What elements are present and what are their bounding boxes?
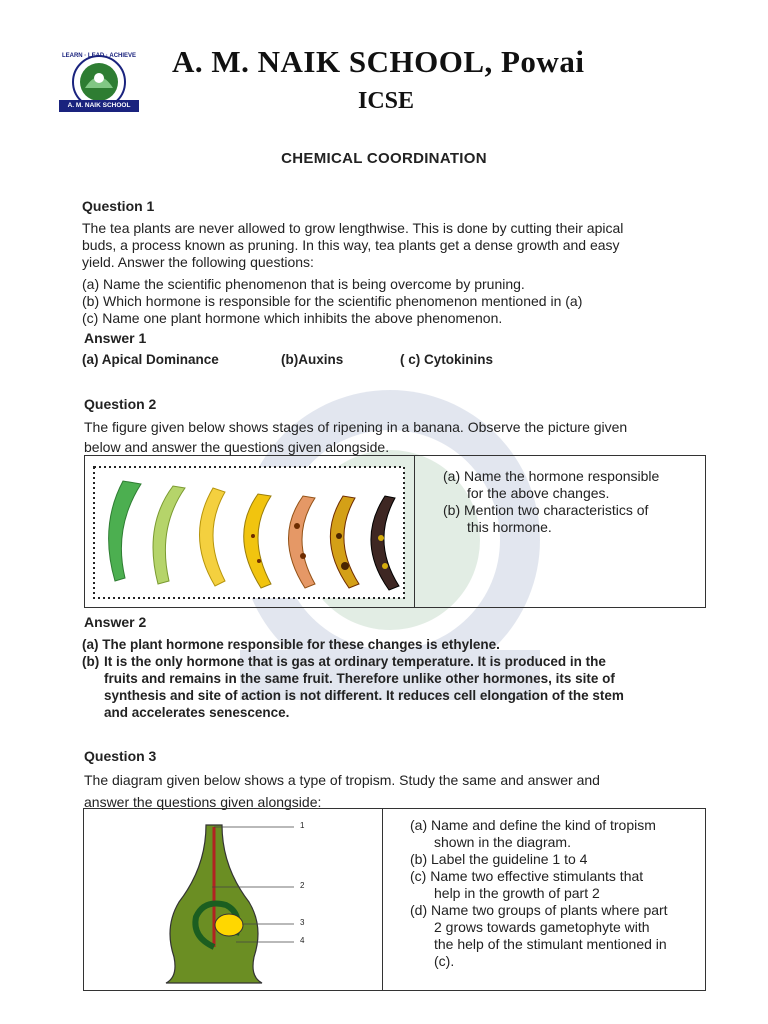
question-2-table (84, 455, 706, 608)
answer-1-a: (a) Apical Dominance (82, 352, 219, 367)
question-3-table (83, 808, 706, 991)
pollen-tube-diagram (154, 817, 384, 987)
answer-1-c: ( c) Cytokinins (400, 352, 494, 367)
answer-2-b-line: synthesis and site of action is not different. It reduces cell elongation of the stem (104, 688, 624, 703)
question-3-part-d-cont: the help of the stimulant mentioned in (434, 936, 667, 952)
question-2-heading: Question 2 (84, 396, 157, 412)
table-divider (414, 456, 415, 607)
answer-2-b-line: fruits and remains in the same fruit. Therefore unlike other hormones, its site of (104, 671, 615, 686)
question-1-part-c: (c) Name one plant hormone which inhibits the above phenomenon. (82, 310, 503, 326)
question-2-line: The figure given below shows stages of ripening in a banana. Observe the picture given (84, 419, 628, 435)
question-3-text (84, 769, 724, 813)
diagram-label-1: 1 (300, 821, 305, 830)
question-2-part-b-cont: this hormone. (467, 519, 552, 535)
question-3-part-c-cont: help in the growth of part 2 (434, 885, 600, 901)
question-1-part-a: (a) Name the scientific phenomenon that is being overcome by pruning. (82, 276, 525, 292)
question-1-line: yield. Answer the following questions: (82, 254, 314, 270)
diagram-label-4: 4 (300, 936, 305, 945)
question-3-parts (410, 817, 700, 970)
question-3-line: answer the questions given alongside: (84, 794, 322, 810)
diagram-label-3: 3 (300, 918, 305, 927)
answer-2-a: (a) The plant hormone responsible for these changes is ethylene. (82, 637, 500, 652)
question-3-part-c: (c) Name two effective stimulants that (410, 868, 644, 884)
question-3-part-a-cont: shown in the diagram. (434, 834, 571, 850)
question-2-text (84, 417, 724, 457)
question-1-line: The tea plants are never allowed to grow lengthwise. This is done by cutting their apical (82, 220, 624, 236)
question-2-part-b: (b) Mention two characteristics of (443, 502, 649, 518)
logo-banner-text: A. M. NAIK SCHOOL (67, 102, 131, 109)
page-title: CHEMICAL COORDINATION (281, 150, 487, 167)
logo-motto: LEARN · LEAD · ACHIEVE (61, 53, 137, 59)
question-2-part-a: (a) Name the hormone responsible (443, 468, 660, 484)
question-3-part-d-cont: 2 grows towards gametophyte with (434, 919, 650, 935)
answer-2-heading: Answer 2 (84, 614, 147, 630)
answer-2-body (82, 636, 722, 721)
question-1-line: buds, a process known as pruning. In this way, tea plants get a dense growth and easy (82, 237, 620, 253)
question-3-part-b: (b) Label the guideline 1 to 4 (410, 851, 588, 867)
answer-2-b-label: (b) (82, 654, 100, 669)
question-3-part-d: (d) Name two groups of plants where part (410, 902, 668, 918)
answer-2-b-line: It is the only hormone that is gas at ordinary temperature. It is produced in the (104, 654, 606, 669)
answer-2-b (82, 653, 722, 721)
diagram-label-2: 2 (300, 881, 305, 890)
question-3-part-d-cont: (c). (434, 953, 455, 969)
question-3-part-a: (a) Name and define the kind of tropism (410, 817, 656, 833)
answer-1-heading: Answer 1 (84, 330, 147, 346)
answer-2-b-line: and accelerates senescence. (104, 705, 290, 720)
question-2-part-a-cont: for the above changes. (467, 485, 610, 501)
answer-1-b: (b)Auxins (281, 352, 344, 367)
question-1-text (82, 220, 722, 327)
question-3-line: The diagram given below shows a type of tropism. Study the same and answer and (84, 772, 600, 788)
question-2-parts (443, 468, 698, 536)
question-1-heading: Question 1 (82, 198, 155, 214)
board-name: ICSE (358, 88, 415, 114)
banana-ripening-image (93, 466, 405, 599)
question-2-line: below and answer the questions given alongside. (84, 439, 390, 455)
question-3-heading: Question 3 (84, 748, 157, 764)
question-1-part-b: (b) Which hormone is responsible for the scientific phenomenon mentioned in (a) (82, 293, 583, 309)
school-name: A. M. NAIK SCHOOL, Powai (172, 44, 585, 79)
